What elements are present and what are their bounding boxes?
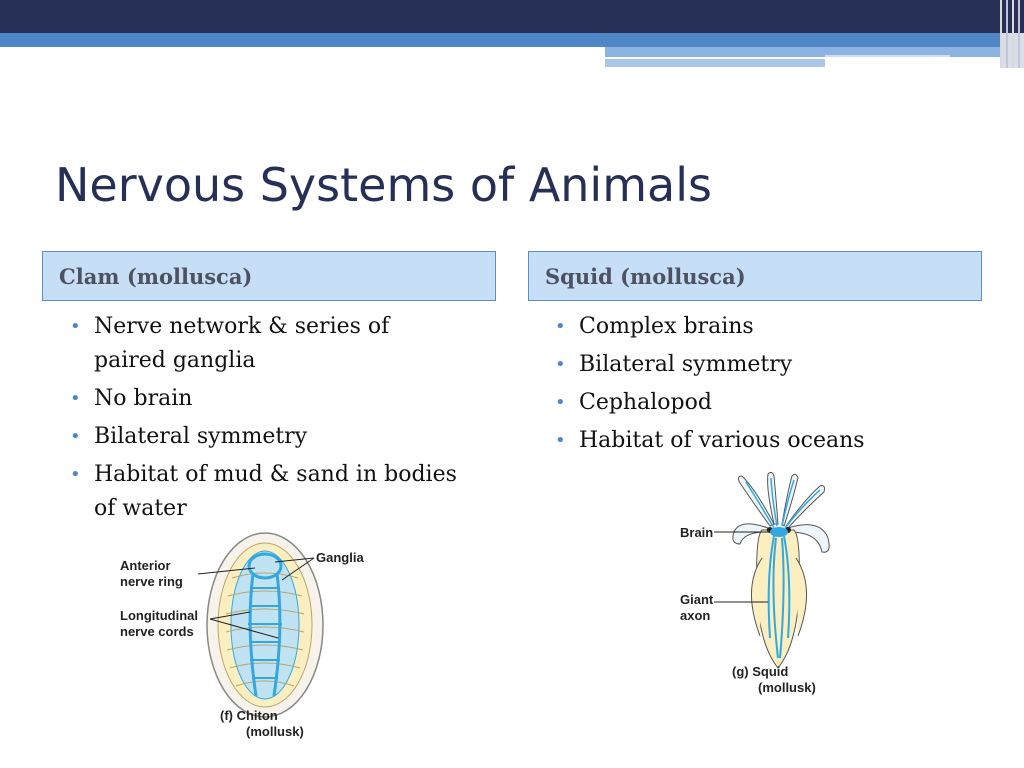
list-item: • No brain [68, 382, 468, 416]
list-item: • Habitat of mud & sand in bodies of water [68, 458, 468, 526]
squid-mantle [757, 530, 800, 668]
ganglia-label: Ganglia [316, 550, 364, 565]
longitudinal-label-line2: nerve cords [120, 624, 194, 639]
list-item: • Habitat of various oceans [553, 424, 973, 458]
squid-brain [770, 527, 788, 537]
chiton-nervous-system-figure [110, 528, 380, 750]
clam-bullet-list [68, 310, 468, 530]
banner-lighter-bar [605, 59, 825, 67]
chiton-caption-line2: (mollusk) [246, 724, 304, 739]
squid-nervous-system-figure [670, 468, 850, 698]
anterior-label-line2: nerve ring [120, 574, 183, 589]
top-banner-decoration [0, 0, 1024, 72]
list-item: • Bilateral symmetry [553, 348, 973, 382]
banner-blue-bar [0, 33, 1000, 47]
banner-thin-bar [825, 55, 950, 57]
squid-caption-line2: (mollusk) [758, 680, 816, 695]
longitudinal-label-line1: Longitudinal [120, 608, 198, 623]
list-item: • Cephalopod [553, 386, 973, 420]
giant-axon-label-line2: axon [680, 608, 711, 623]
squid-caption-line1: (g) Squid [732, 664, 789, 679]
anterior-label-line1: Anterior [120, 558, 171, 573]
giant-axon-label-line1: Giant [680, 592, 714, 607]
slide-title: Nervous Systems of Animals [55, 158, 712, 212]
banner-vertical-line [1018, 0, 1020, 68]
banner-dark-bar [0, 0, 1024, 33]
list-item: • Bilateral symmetry [68, 420, 468, 454]
banner-vertical-line [1000, 0, 1002, 68]
banner-vertical-line [1006, 0, 1008, 68]
clam-column-header: Clam (mollusca) [42, 251, 496, 301]
squid-fin-right [796, 558, 807, 636]
chiton-caption-line1: (f) Chiton [220, 708, 278, 723]
list-item: • Complex brains [553, 310, 973, 344]
squid-bullet-list [553, 310, 973, 462]
squid-column-header: Squid (mollusca) [528, 251, 982, 301]
brain-label: Brain [680, 525, 714, 540]
list-item: • Nerve network & series of paired ganglia [68, 310, 468, 378]
banner-vertical-line [1012, 0, 1014, 68]
